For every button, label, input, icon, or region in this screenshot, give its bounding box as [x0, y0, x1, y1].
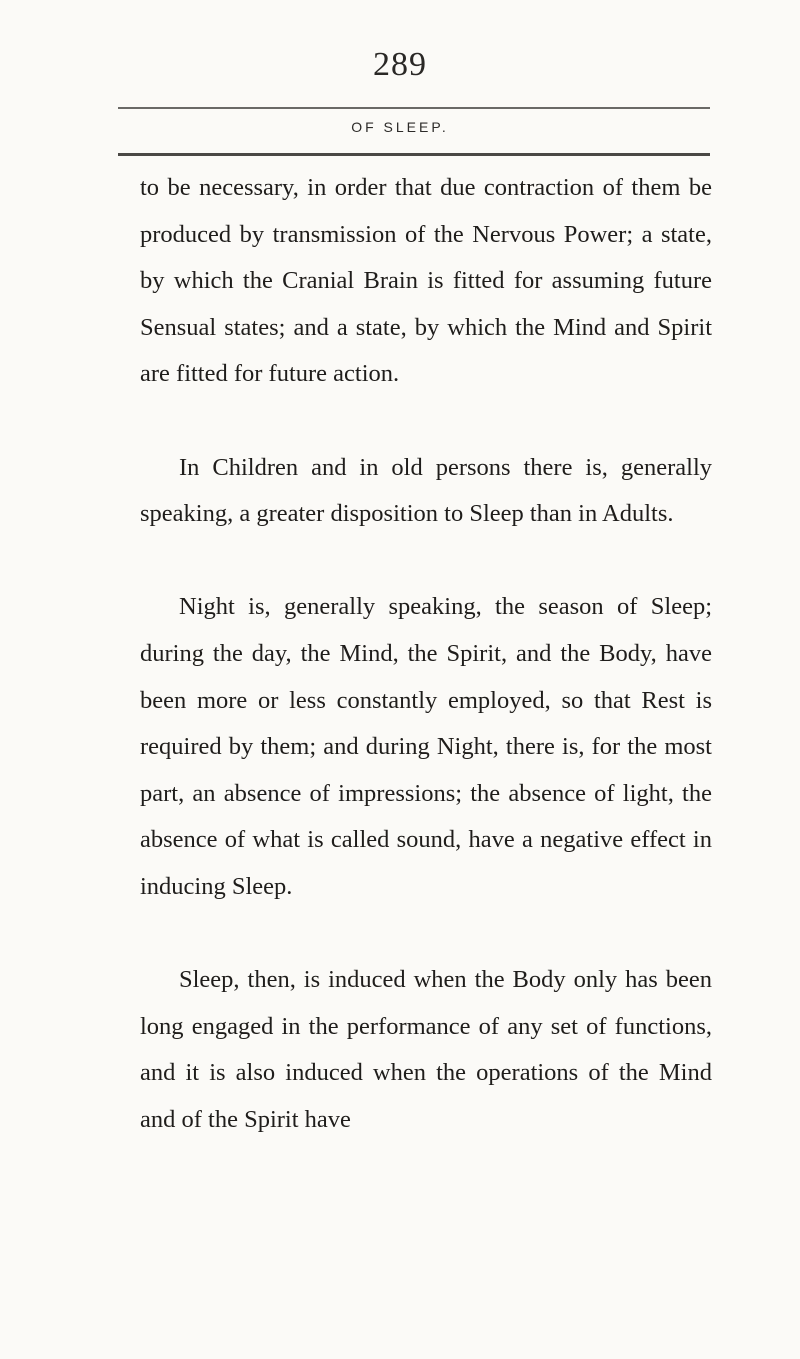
paragraph-1: to be necessary, in order that due contraction of them be produced by transmission of the Nervous Power; a state, by which the Cranial Brain is fitted for assuming future Sensual states; and a state, by which the Mind and Spirit are fitted for future action.: [140, 174, 712, 388]
header-rule-top: [118, 107, 710, 109]
running-head: OF SLEEP.: [351, 119, 449, 135]
paragraph-2: In Children and in old persons there is, generally speaking, a greater disposition to Sleep than in Adults.: [140, 453, 712, 528]
body-text: [140, 165, 712, 1143]
paragraph-3: Night is, generally speaking, the season of Sleep; during the day, the Mind, the Spirit, and the Body, have been more or less constantly employed, so that Rest is required by them; and during Night, there is, for the most part, an absence of impressions; the absence of light, the absence of what is called sound, have a negative effect in inducing Sleep.: [140, 593, 712, 900]
header-rule-bottom: [118, 153, 710, 156]
page-number: 289: [373, 46, 427, 83]
paragraph-4: Sleep, then, is induced when the Body only has been long engaged in the performance of any set of functions, and it is also induced when the operations of the Mind and of the Spirit have: [140, 966, 712, 1133]
